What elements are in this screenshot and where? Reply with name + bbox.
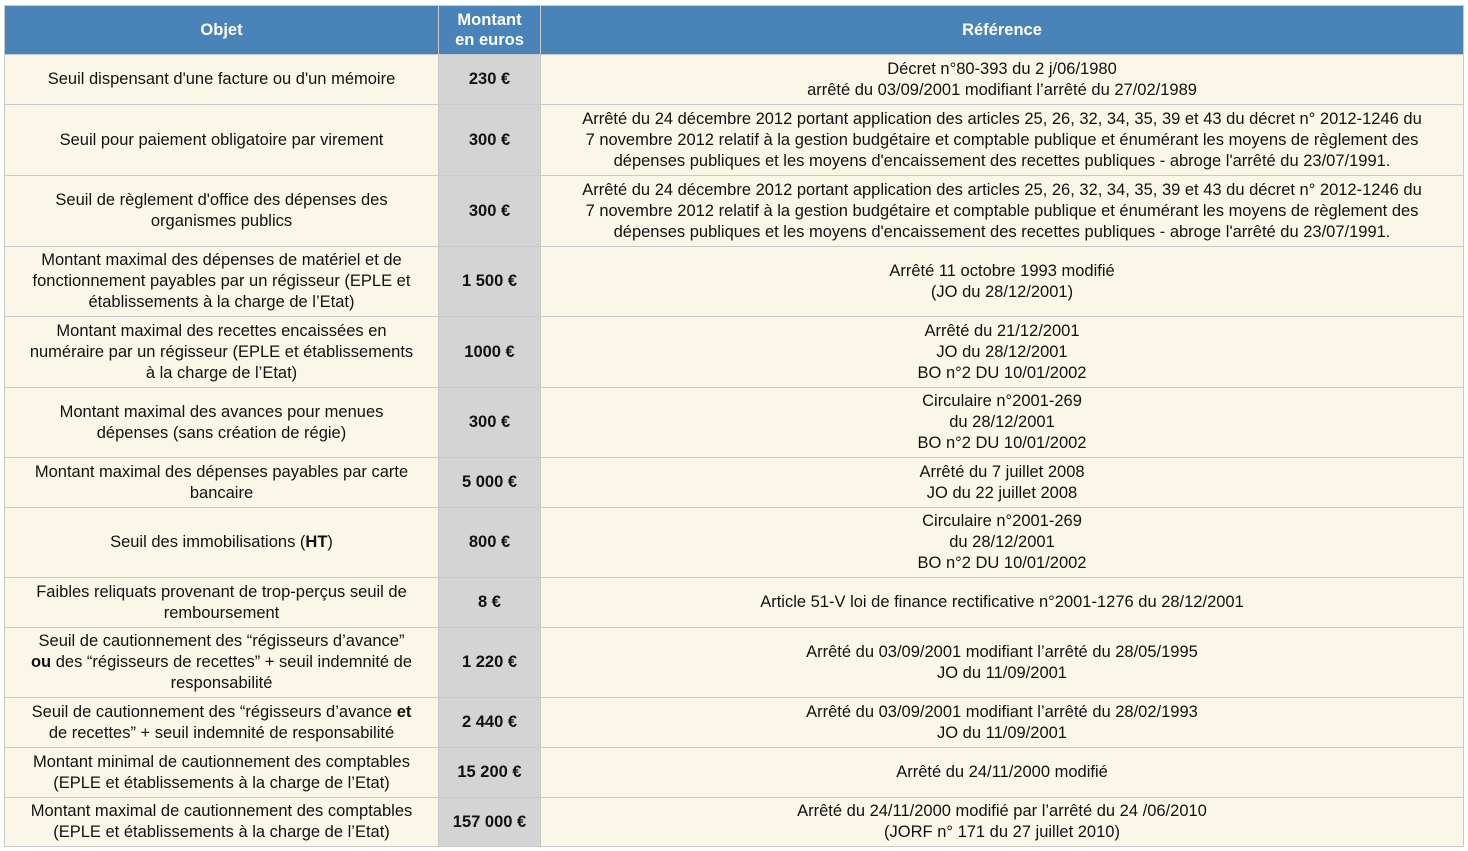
objet-line: Montant maximal des dépenses de matériel et de: [41, 251, 402, 269]
reference-line: Décret n°80-393 du 2 j/06/1980: [887, 59, 1117, 78]
objet-bold-text: ou: [30, 653, 52, 671]
table-row: [5, 247, 1464, 317]
table-row: [5, 698, 1464, 748]
thresholds-table: [4, 5, 1464, 847]
reference-line: du 28/12/2001: [949, 533, 1055, 551]
reference-cell: [541, 317, 1464, 388]
montant-cell: 230 €: [439, 55, 541, 105]
reference-cell: [541, 105, 1464, 176]
reference-line: Arrêté du 24/11/2000 modifié par l’arrêté du 24 /06/2010: [797, 802, 1207, 820]
objet-line: (EPLE et établissements à la charge de l’Etat): [53, 823, 390, 841]
reference-cell: [541, 628, 1464, 698]
reference-cell: [541, 748, 1464, 798]
montant-cell: 800 €: [439, 508, 541, 578]
objet-line: Seuil de règlement d'office des dépenses des: [55, 191, 388, 209]
table-row: [5, 55, 1464, 105]
reference-cell: [541, 55, 1464, 105]
objet-line: [7, 702, 436, 723]
montant-cell: 1 220 €: [439, 628, 541, 698]
reference-line: (JORF n° 171 du 27 juillet 2010): [884, 823, 1120, 841]
reference-line: Circulaire n°2001-269: [922, 392, 1082, 410]
reference-line: BO n°2 DU 10/01/2002: [917, 554, 1087, 572]
objet-cell: [5, 458, 439, 508]
objet-line: responsabilité: [170, 674, 273, 692]
objet-text: Seuil des immobilisations (: [110, 533, 306, 551]
objet-cell: [5, 508, 439, 578]
montant-cell: 2 440 €: [439, 698, 541, 748]
reference-line: BO n°2 DU 10/01/2002: [917, 434, 1087, 452]
reference-line: dépenses publiques et les moyens d'encaissement des recettes publiques - abroge l'arrêté du 23/07/1991.: [613, 151, 1391, 170]
reference-line: 7 novembre 2012 relatif à la gestion budgétaire et comptable publique et énumérant les moyens de règlement des: [585, 201, 1419, 220]
objet-line: (EPLE et établissements à la charge de l’Etat): [53, 773, 390, 792]
montant-cell: 300 €: [439, 388, 541, 458]
reference-line: Arrêté du 03/09/2001 modifiant l’arrêté du 28/05/1995: [806, 642, 1198, 661]
objet-line: Faibles reliquats provenant de trop-perçus seuil de: [36, 582, 407, 601]
reference-line: Arrêté du 03/09/2001 modifiant l’arrêté du 28/02/1993: [806, 702, 1198, 721]
reference-line: Circulaire n°2001-269: [922, 512, 1082, 530]
objet-line: fonctionnement payables par un régisseur (EPLE et: [32, 272, 411, 290]
objet-line: Montant maximal de cautionnement des comptables: [30, 802, 413, 820]
reference-line: 7 novembre 2012 relatif à la gestion budgétaire et comptable publique et énumérant les moyens de règlement des: [585, 130, 1419, 149]
objet-line: [7, 652, 436, 673]
objet-cell: [5, 628, 439, 698]
objet-line: Montant maximal des recettes encaissées en: [56, 321, 387, 340]
objet-cell: [5, 698, 439, 748]
objet-line: établissements à la charge de l’Etat): [88, 293, 355, 311]
objet-line: Seuil dispensant d'une facture ou d'un mémoire: [47, 70, 396, 88]
objet-cell: [5, 176, 439, 247]
objet-line: à la charge de l’Etat): [145, 363, 298, 382]
header-montant-line: en euros: [455, 31, 524, 49]
reference-line: Arrêté du 24 décembre 2012 portant application des articles 25, 26, 32, 34, 35, 39 et 43 du décret n° 2012-1246 du: [582, 109, 1422, 128]
reference-cell: [541, 698, 1464, 748]
table-row: [5, 105, 1464, 176]
reference-cell: [541, 176, 1464, 247]
reference-line: dépenses publiques et les moyens d'encaissement des recettes publiques - abroge l'arrêté du 23/07/1991.: [613, 222, 1391, 241]
objet-line: bancaire: [189, 483, 254, 502]
reference-line: JO du 28/12/2001: [936, 342, 1068, 361]
montant-cell: 1 500 €: [439, 247, 541, 317]
objet-line: de recettes” + seuil indemnité de responsabilité: [48, 723, 395, 742]
objet-line: Montant maximal des avances pour menues: [59, 402, 384, 421]
reference-line: (JO du 28/12/2001): [930, 282, 1074, 301]
table-row: [5, 388, 1464, 458]
reference-cell: [541, 388, 1464, 458]
reference-line: arrêté du 03/09/2001 modifiant l’arrêté du 27/02/1989: [807, 80, 1197, 99]
objet-cell: [5, 388, 439, 458]
objet-line: Montant maximal des dépenses payables par carte: [34, 462, 409, 481]
reference-line: Arrêté du 7 juillet 2008: [919, 462, 1085, 481]
table-row: [5, 458, 1464, 508]
header-reference: Référence: [541, 6, 1464, 55]
objet-cell: [5, 247, 439, 317]
objet-line: Seuil de cautionnement des “régisseurs d’avance”: [38, 632, 405, 650]
montant-cell: 300 €: [439, 176, 541, 247]
reference-line: du 28/12/2001: [949, 413, 1055, 431]
objet-cell: [5, 748, 439, 798]
objet-cell: [5, 105, 439, 176]
table-row: [5, 317, 1464, 388]
objet-text: Seuil de cautionnement des “régisseurs d’avance: [31, 702, 397, 721]
objet-line: Montant minimal de cautionnement des comptables: [33, 752, 410, 771]
objet-cell: [5, 55, 439, 105]
reference-cell: [541, 247, 1464, 317]
reference-line: JO du 11/09/2001: [937, 663, 1067, 682]
reference-line: Article 51-V loi de finance rectificative n°2001-1276 du 28/12/2001: [760, 593, 1244, 611]
header-montant-line: Montant: [457, 11, 522, 29]
reference-line: Arrêté 11 octobre 1993 modifié: [889, 261, 1115, 280]
objet-cell: [5, 578, 439, 628]
reference-line: JO du 22 juillet 2008: [926, 483, 1078, 502]
table-row: [5, 798, 1464, 847]
header-montant: [439, 6, 541, 55]
objet-text: des “régisseurs de recettes” + seuil indemnité de: [51, 653, 413, 671]
reference-cell: [541, 508, 1464, 578]
reference-line: JO du 11/09/2001: [937, 723, 1067, 742]
montant-cell: 1000 €: [439, 317, 541, 388]
objet-line: organismes publics: [150, 212, 293, 230]
objet-line: remboursement: [163, 603, 280, 622]
objet-bold-text: et: [396, 702, 412, 721]
table-row: [5, 628, 1464, 698]
reference-cell: [541, 578, 1464, 628]
table-row: [5, 176, 1464, 247]
table-row: [5, 508, 1464, 578]
reference-cell: [541, 798, 1464, 847]
table-row: [5, 578, 1464, 628]
table-row: [5, 748, 1464, 798]
objet-cell: [5, 317, 439, 388]
reference-line: BO n°2 DU 10/01/2002: [917, 363, 1087, 382]
reference-line: Arrêté du 24 décembre 2012 portant application des articles 25, 26, 32, 34, 35, 39 et 43 du décret n° 2012-1246 du: [582, 180, 1422, 199]
objet-bold-text: HT: [305, 533, 328, 551]
montant-cell: 157 000 €: [439, 798, 541, 847]
objet-cell: [5, 798, 439, 847]
reference-line: Arrêté du 21/12/2001: [924, 321, 1080, 340]
montant-cell: 300 €: [439, 105, 541, 176]
reference-line: Arrêté du 24/11/2000 modifié: [896, 763, 1108, 781]
montant-cell: 8 €: [439, 578, 541, 628]
montant-cell: 15 200 €: [439, 748, 541, 798]
header-objet: Objet: [5, 6, 439, 55]
reference-cell: [541, 458, 1464, 508]
montant-cell: 5 000 €: [439, 458, 541, 508]
objet-line: Seuil pour paiement obligatoire par virement: [59, 130, 384, 149]
table-header-row: [5, 6, 1464, 55]
objet-text: ): [327, 533, 333, 551]
objet-line: dépenses (sans création de régie): [96, 423, 347, 442]
objet-line: numéraire par un régisseur (EPLE et établissements: [29, 342, 414, 361]
